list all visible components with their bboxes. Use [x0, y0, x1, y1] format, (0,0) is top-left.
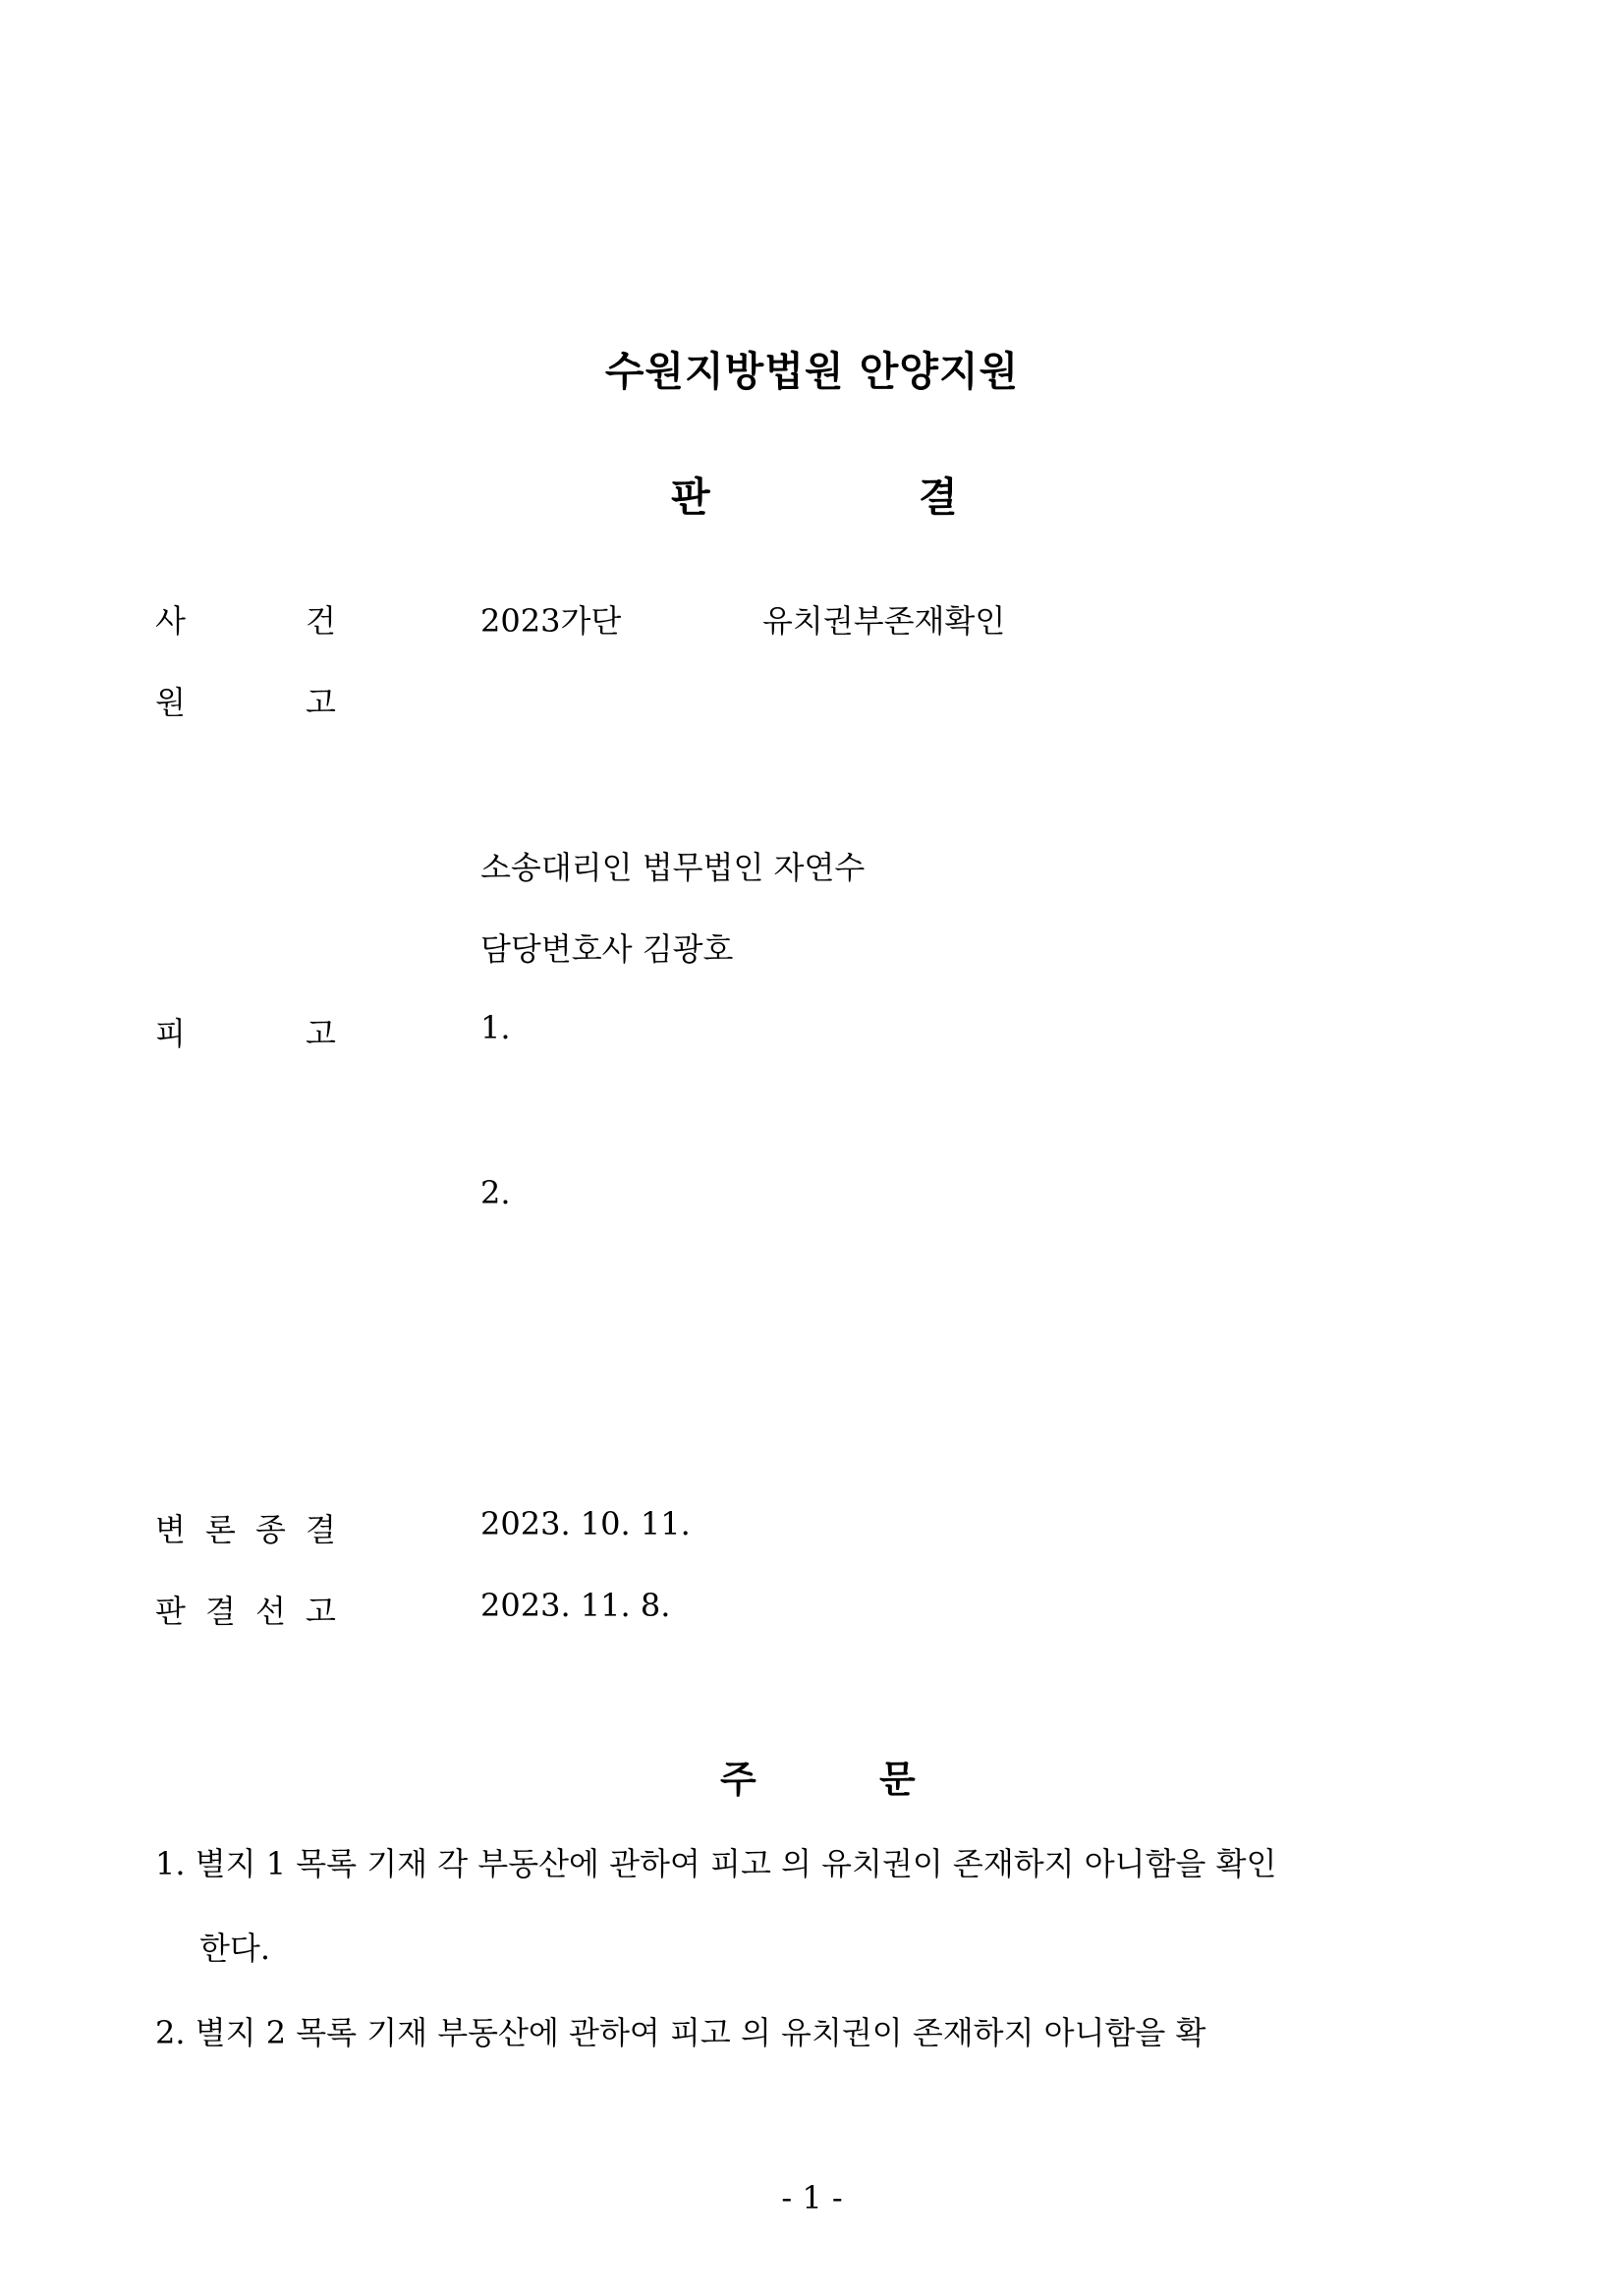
judgment-date: 2023. 11. 8. [480, 1587, 671, 1624]
closing-label-char-3: 종 [255, 1511, 286, 1548]
closing-date: 2023. 10. 11. [480, 1505, 691, 1542]
case-label-char-1: 사 [155, 602, 186, 640]
defendant-label-char-2: 고 [306, 1015, 336, 1052]
page-number: - 1 - [781, 2179, 843, 2216]
defendant-item-2: 2. [480, 1174, 511, 1211]
closing-label-char-1: 변 [155, 1511, 186, 1548]
disposition-title-char-2: 문 [879, 1758, 916, 1801]
judgment-label-char-3: 선 [255, 1593, 286, 1630]
plaintiff-lawyer: 담당변호사 김광호 [480, 930, 734, 968]
court-name: 수원지방법원 안양지원 [604, 348, 1020, 395]
defendant-item-1: 1. [480, 1009, 511, 1046]
disposition-item-1-line-2: 한다. [199, 1930, 270, 1967]
judgment-label-char-1: 판 [155, 1593, 186, 1630]
case-label-char-2: 건 [306, 602, 336, 640]
closing-label-char-2: 론 [205, 1511, 236, 1548]
case-name: 유치권부존재확인 [762, 602, 1006, 640]
closing-label-char-4: 결 [306, 1511, 336, 1548]
disposition-title-char-1: 주 [720, 1758, 756, 1801]
defendant-label-char-1: 피 [155, 1015, 186, 1052]
disposition-item-1-line-1: 1. 별지 1 목록 기재 각 부동산에 관하여 피고 의 유치권이 존재하지 아니함을 확인 [155, 1845, 1277, 1882]
document-title-char-2: 결 [919, 474, 958, 521]
plaintiff-representative: 소송대리인 법무법인 자연수 [480, 849, 866, 886]
judgment-label-char-2: 결 [205, 1593, 236, 1630]
document-title-char-1: 판 [671, 474, 710, 521]
plaintiff-label-char-2: 고 [306, 684, 336, 721]
disposition-item-2-line-1: 2. 별지 2 목록 기재 부동산에 관하여 피고 의 유치권이 존재하지 아니함을 확 [155, 2014, 1206, 2051]
case-number: 2023가단 [480, 602, 622, 640]
judgment-label-char-4: 고 [306, 1593, 336, 1630]
plaintiff-label-char-1: 원 [155, 684, 186, 721]
